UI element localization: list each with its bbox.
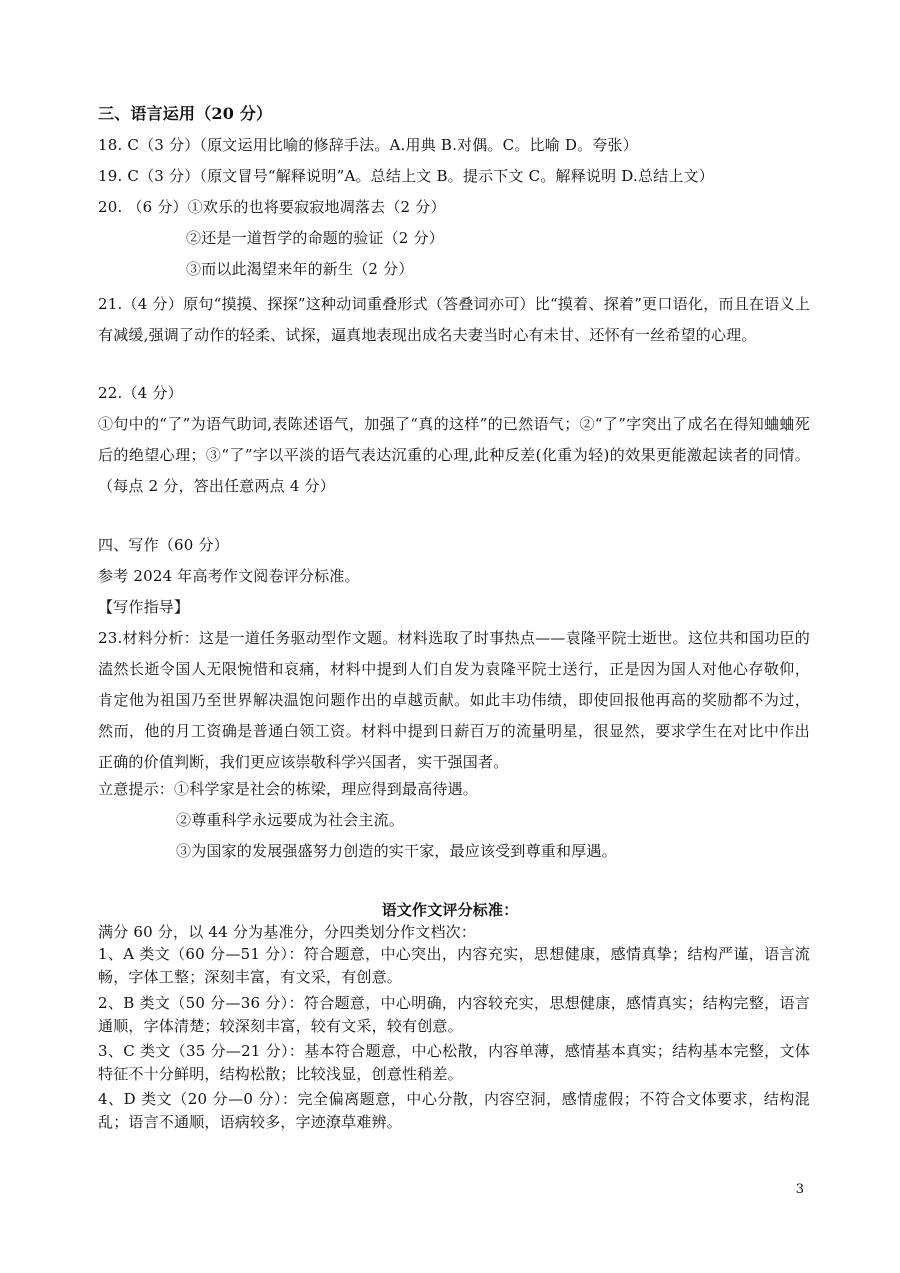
answer-23-analysis: 23.材料分析：这是一道任务驱动型作文题。材料选取了时事热点——袁隆平院士逝世。这位共和国功臣的溘然长逝令国人无限惋惜和哀痛，材料中提到人们自发为袁隆平院士送行，正是因为国人对他心存敬仰，肯定他为祖国乃至世界解决温饱问题作出的卓越贡献。如此丰功伟绩，即使回报他再高的奖励都不为过，然而，他的月工资确是普通白领工资。材料中提到日薪百万的流量明星，很显然，要求学生在对比中作出正确的价值判断，我们更应该崇敬科学兴国者，实干强国者。 — [98, 629, 810, 771]
theme-tip-2: ②尊重科学永远要成为社会主流。 — [176, 811, 405, 829]
writing-guide-label: 【写作指导】 — [98, 598, 190, 616]
answer-18: 18. C（3 分）（原文运用比喻的修辞手法。A.用典 B.对偶。C。比喻 D。夸张） — [98, 136, 638, 154]
scoring-title: 语文作文评分标准： — [381, 901, 519, 919]
answer-22-label: 22.（4 分） — [98, 384, 183, 402]
scoring-intro: 满分 60 分，以 44 分为基准分，分四类划分作文档次： — [98, 923, 477, 941]
theme-tip-1: 立意提示：①科学家是社会的栋梁，理应得到最高待遇。 — [98, 780, 479, 798]
answer-20: 20. （6 分）①欢乐的也将要寂寂地凋落去（2 分） — [98, 198, 446, 216]
section-4-heading: 四、写作（60 分） — [98, 536, 229, 554]
answer-22-body: ①句中的“了”为语气助词,表陈述语气，加强了“真的这样”的已然语气；②“了”字突出了成名在得知蛐蛐死后的绝望心理；③“了”字以平淡的语气表达沉重的心理,此种反差(化重为轻)的效果更能激起读者的同情。 （每点 2 分，答出任意两点 4 分） — [98, 415, 810, 495]
scoring-grade-b: 2、B 类文（50 分—36 分）：符合题意，中心明确，内容较充实，思想健康，感情真实；结构完整，语言通顺，字体清楚；较深刻丰富，较有文采，较有创意。 — [98, 994, 810, 1035]
answer-20-item-3: ③而以此渴望来年的新生（2 分） — [186, 260, 414, 278]
scoring-reference: 参考 2024 年高考作文阅卷评分标准。 — [98, 567, 360, 585]
answer-20-item-2: ②还是一道哲学的命题的验证（2 分） — [186, 229, 444, 247]
scoring-grade-a: 1、A 类文（60 分—51 分）：符合题意，中心突出，内容充实，思想健康，感情真挚；结构严谨，语言流畅，字体工整；深刻丰富，有文采，有创意。 — [98, 945, 810, 986]
answer-21: 21.（4 分）原句“摸摸、探探”这种动词重叠形式（答叠词亦可）比“摸着、探着”更口语化，而且在语义上有减缓,强调了动作的轻柔、试探，逼真地表现出成名夫妻当时心有未甘、还怀有一丝希望的心理。 — [98, 295, 810, 344]
section-3-heading: 三、语言运用（20 分） — [98, 104, 273, 123]
answer-19: 19. C（3 分）（原文冒号“解释说明”A。总结上文 B。提示下文 C。解释说明 D.总结上文） — [98, 167, 714, 185]
theme-tip-3: ③为国家的发展强盛努力创造的实干家，最应该受到尊重和厚遇。 — [176, 842, 617, 860]
page-number: 3 — [795, 1182, 804, 1197]
scoring-grade-c: 3、C 类文（35 分—21 分）：基本符合题意，中心松散，内容单薄，感情基本真实；结构基本完整，文体特征不十分鲜明，结构松散；比较浅显，创意性稍差。 — [98, 1042, 810, 1083]
scoring-grade-d: 4、D 类文（20 分—0 分）：完全偏离题意，中心分散，内容空洞，感情虚假；不符合文体要求，结构混乱；语言不通顺，语病较多，字迹潦草难辨。 — [98, 1090, 810, 1131]
